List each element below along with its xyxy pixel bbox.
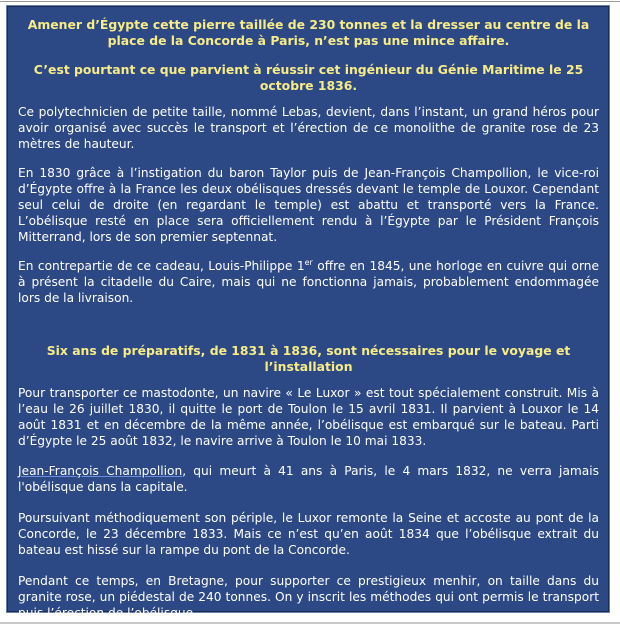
intro-paragraph-3 bbox=[18, 258, 599, 306]
top-divider bbox=[0, 1, 620, 2]
intro-paragraph-3-start: En contrepartie de ce cadeau, Louis-Philippe 1 bbox=[18, 259, 305, 273]
section-paragraph-3: Poursuivant méthodiquement son périple, le Luxor remonte la Seine et accoste au pont de la Concorde, le 23 décembre 1833. Mais ce n’est qu’en août 1834 que l’obélisque extrait du bateau est hissé sur la rampe du pont de la Concorde. bbox=[18, 511, 599, 557]
section-paragraph-2-text: , qui meurt à 41 ans à Paris, le 4 mars 1832, ne verra jamais l'obélisque dans la capitale. bbox=[18, 464, 599, 494]
section-paragraph-4: Pendant ce temps, en Bretagne, pour supporter ce prestigieux menhir, on taille dans du granite rose, un piédestal de 240 tonnes. On y inscrit les méthodes qui ont permis le transport puis l’érection de l’obélisque. bbox=[18, 574, 599, 620]
intro-paragraph-2: En 1830 grâce à l’instigation du baron Taylor puis de Jean-François Champollion, le vice-roi d’Égypte offre à la France les deux obélisques dressés devant le temple de Louxor. Cependant seul celui de droite (en regardant le temple) est abattu et transporté vers la France. L’obélisque resté en place sera officiellement rendu à l’Égypte par le Président François Mitterrand, lors de son premier septennat. bbox=[18, 166, 599, 244]
bottom-divider bbox=[0, 622, 620, 624]
intro-paragraph-3-end: offre en 1845, une horloge en cuivre qui orne à présent la citadelle du Caire, mais qui ne fonctionna jamais, probablement endommagée lors de la livraison. bbox=[18, 259, 599, 305]
intro-headline-1: Amener d’Égypte cette pierre taillée de 230 tonnes et la dresser au centre de la place de la Concorde à Paris, n’est pas une mince affaire. bbox=[27, 17, 590, 48]
section-paragraph-1: Pour transporter ce mastodonte, un navire « Le Luxor » est tout spécialement construit. Mis à l’eau le 26 juillet 1830, il quitte le port de Toulon le 15 avril 1831. Il parvient à Louxor le 14 août 1831 et en décembre de la même année, l’obélisque est embarqué sur le bateau. Parti d’Égypte le 25 août 1832, le navire arrive à Toulon le 10 mai 1833. bbox=[18, 386, 599, 448]
ordinal-superscript: er bbox=[304, 257, 313, 267]
intro-headline-2: C’est pourtant ce que parvient à réussir cet ingénieur du Génie Maritime le 25 octobre 1836. bbox=[33, 62, 584, 93]
champollion-link[interactable]: Jean-François Champollion bbox=[18, 464, 183, 478]
article-panel bbox=[7, 6, 609, 620]
section-headline: Six ans de préparatifs, de 1831 à 1836, sont nécessaires pour le voyage et l’installation bbox=[46, 343, 571, 374]
section-paragraph-2 bbox=[18, 463, 599, 495]
intro-paragraph-1: Ce polytechnicien de petite taille, nommé Lebas, devient, dans l’instant, un grand héros pour avoir organisé avec succès le transport et l’érection de ce monolithe de granite rose de 23 mètres de hauteur. bbox=[18, 105, 599, 151]
